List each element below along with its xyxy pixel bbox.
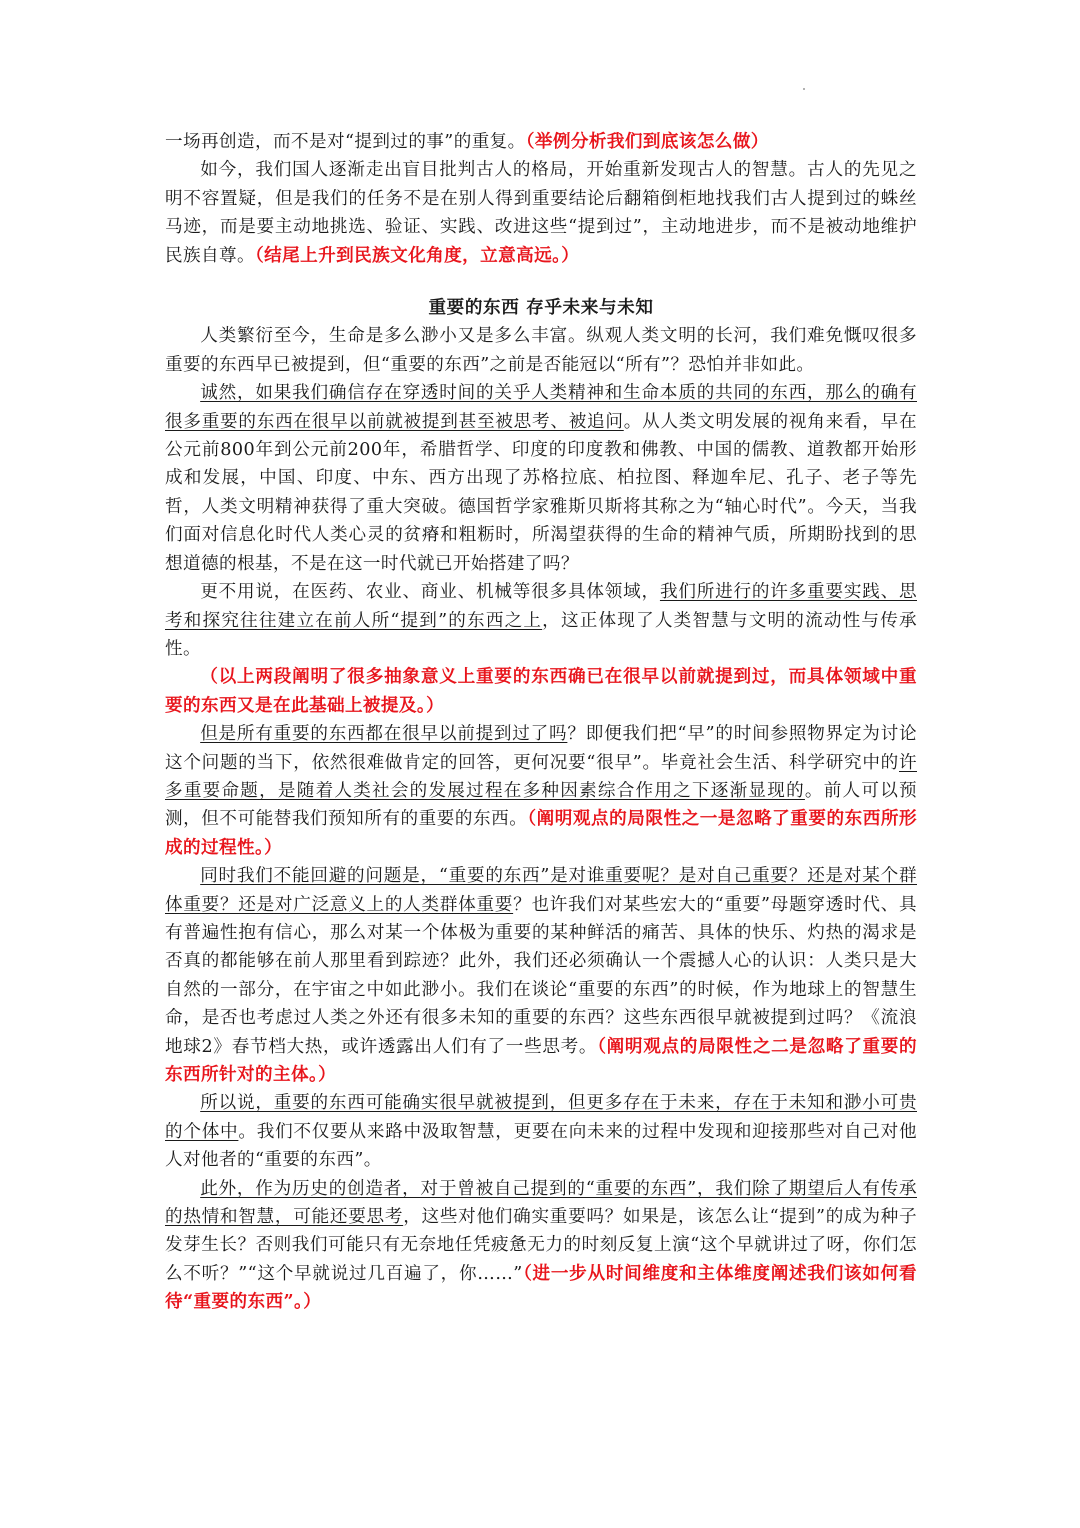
paragraph-text: 。前人可以预测，但不可能替我们预知所有的重要的东西。 <box>165 780 918 830</box>
paragraph-text: 。我们不仅要从来路中汲取智慧，更要在向未来的过程中发现和迎接那些对自己对他人对他者的“重要的东西”。 <box>165 1121 917 1171</box>
annotation-note: （阐明观点的局限性之一是忽略了重要的东西所形成的过程性。） <box>165 808 917 858</box>
paragraph-text: ？即便我们把“早”的时间参照物界定为讨论这个问题的当下，依然很难做肯定的回答，更何况要“很早”。毕竟社会生活、科学研究中的 <box>165 724 917 773</box>
paragraph-text: 更不用说，在医药、农业、商业、机械等很多具体领域， <box>200 582 660 603</box>
paragraph-text: 如今，我们国人逐渐走出盲目批判古人的格局，开始重新发现古人的智慧。古人的先见之明不容置疑，但是我们的任务不是在别人得到重要结论后翻箱倒柜地找我们古人提到过的蛛丝马迹，而是要主动地挑选、验证、实践、改进这些“提到过”，主动地进步，而不是被动地维护民族自尊。 <box>165 160 917 266</box>
underlined-sentence: 诚然，如果我们确信存在穿透时间的关乎人类精神和生命本质的共同的东西，那么的确有很多重要的东西在很早以前就被提到甚至被思考、被追问 <box>165 383 917 432</box>
paragraph-5 <box>165 578 917 663</box>
underlined-sentence: 但是所有重要的东西都在很早以前提到过了吗 <box>200 724 568 745</box>
paragraph-7 <box>165 720 917 862</box>
paragraph-9 <box>165 1089 917 1174</box>
paragraph-3 <box>165 322 917 379</box>
underlined-sentence: 所以说，重要的东西可能确实很早就被提到，但更多存在于未来，存在于未知和渺小可贵的个体中 <box>165 1093 917 1142</box>
annotation-note: （阐明观点的局限性之二是忽略了重要的东西所针对的主体。） <box>165 1035 918 1085</box>
scan-dot <box>803 88 805 90</box>
underlined-sentence: 此外，作为历史的创造者，对于曾被自己提到的“重要的东西”，我们除了期望后人有传承的热情和智慧，可能还要思考 <box>165 1178 917 1228</box>
annotation-note: （结尾上升到民族文化角度，立意高远。） <box>254 244 580 266</box>
paragraph-8 <box>165 862 917 1089</box>
paragraph-text: ，这些对他们确实重要吗？如果是，该怎么让“提到”的成为种子发芽生长？否则我们可能只有无奈地任凭疲惫无力的时刻反复上演“这个早就讲过了呀，你们怎么不听？”“这个早就说过几百遍了，你……” <box>165 1207 917 1284</box>
paragraph-text: 一场再创造，而不是对“提到过的事”的重复。 <box>165 132 526 152</box>
paragraph-1 <box>165 128 917 156</box>
document-body <box>165 128 917 1317</box>
paragraph-6 <box>165 663 917 720</box>
paragraph-text: 。从人类文明发展的视角来看，早在公元前800年到公元前200年，希腊哲学、印度的印度教和佛教、中国的儒教、道教都开始形成和发展，中国、印度、中东、西方出现了苏格拉底、柏拉图、释迦牟尼、孔子、老子等先哲，人类文明精神获得了重大突破。德国哲学家雅斯贝斯将其称之为“轴心时代”。今天，当我们面对信息化时代人类心灵的贫瘠和粗粝时，所渴望获得的生命的精神气质，所期盼找到的思想道德的根基，不是在这一时代就已开始搭建了吗？ <box>165 411 917 574</box>
paragraph-2 <box>165 156 917 270</box>
paragraph-4 <box>165 379 917 578</box>
paragraph-text: ，这正体现了人类智慧与文明的流动性与传承性。 <box>165 610 917 659</box>
paragraph-text: ？也许我们对某些宏大的“重要”母题穿透时代、具有普遍性抱有信心，那么对某一个体极为重要的某种鲜活的痛苦、具体的快乐、灼热的渴求是否真的都能够在前人那里看到踪迹？此外，我们还必须确认一个震撼人心的认识：人类只是大自然的一部分，在宇宙之中如此渺小。我们在谈论“重要的东西”的时候，作为地球上的智慧生命，是否也考虑过人类之外还有很多未知的重要的东西？这些东西很早就被提到过吗？《流浪地球2》春节档大热，或许透露出人们有了一些思考。 <box>165 894 917 1057</box>
underlined-sentence: 我们所进行的许多重要实践、思考和探究往往建立在前人所“提到”的东西之上 <box>165 582 917 631</box>
essay-title: 重要的东西 存乎未来与未知 <box>428 297 654 319</box>
underlined-sentence: 许多重要命题，是随着人类社会的发展过程在多种因素综合作用之下逐渐显现的 <box>165 752 917 801</box>
annotation-note: （举例分析我们到底该怎么做） <box>525 131 769 152</box>
paragraph-text: 人类繁衍至今，生命是多么渺小又是多么丰富。纵观人类文明的长河，我们难免慨叹很多重要的东西早已被提到，但“重要的东西”之前是否能冠以“所有”？恐怕并非如此。 <box>165 326 917 375</box>
annotation-note: （以上两段阐明了很多抽象意义上重要的东西确已在很早以前就提到过，而具体领域中重要的东西又是在此基础上被提及。） <box>165 666 917 716</box>
annotation-note: （进一步从时间维度和主体维度阐述我们该如何看待“重要的东西”。） <box>165 1262 917 1313</box>
underlined-sentence: 同时我们不能回避的问题是，“重要的东西”是对谁重要呢？是对自己重要？还是对某个群体重要？还是对广泛意义上的人类群体重要 <box>165 866 917 915</box>
paragraph-10 <box>165 1175 917 1317</box>
